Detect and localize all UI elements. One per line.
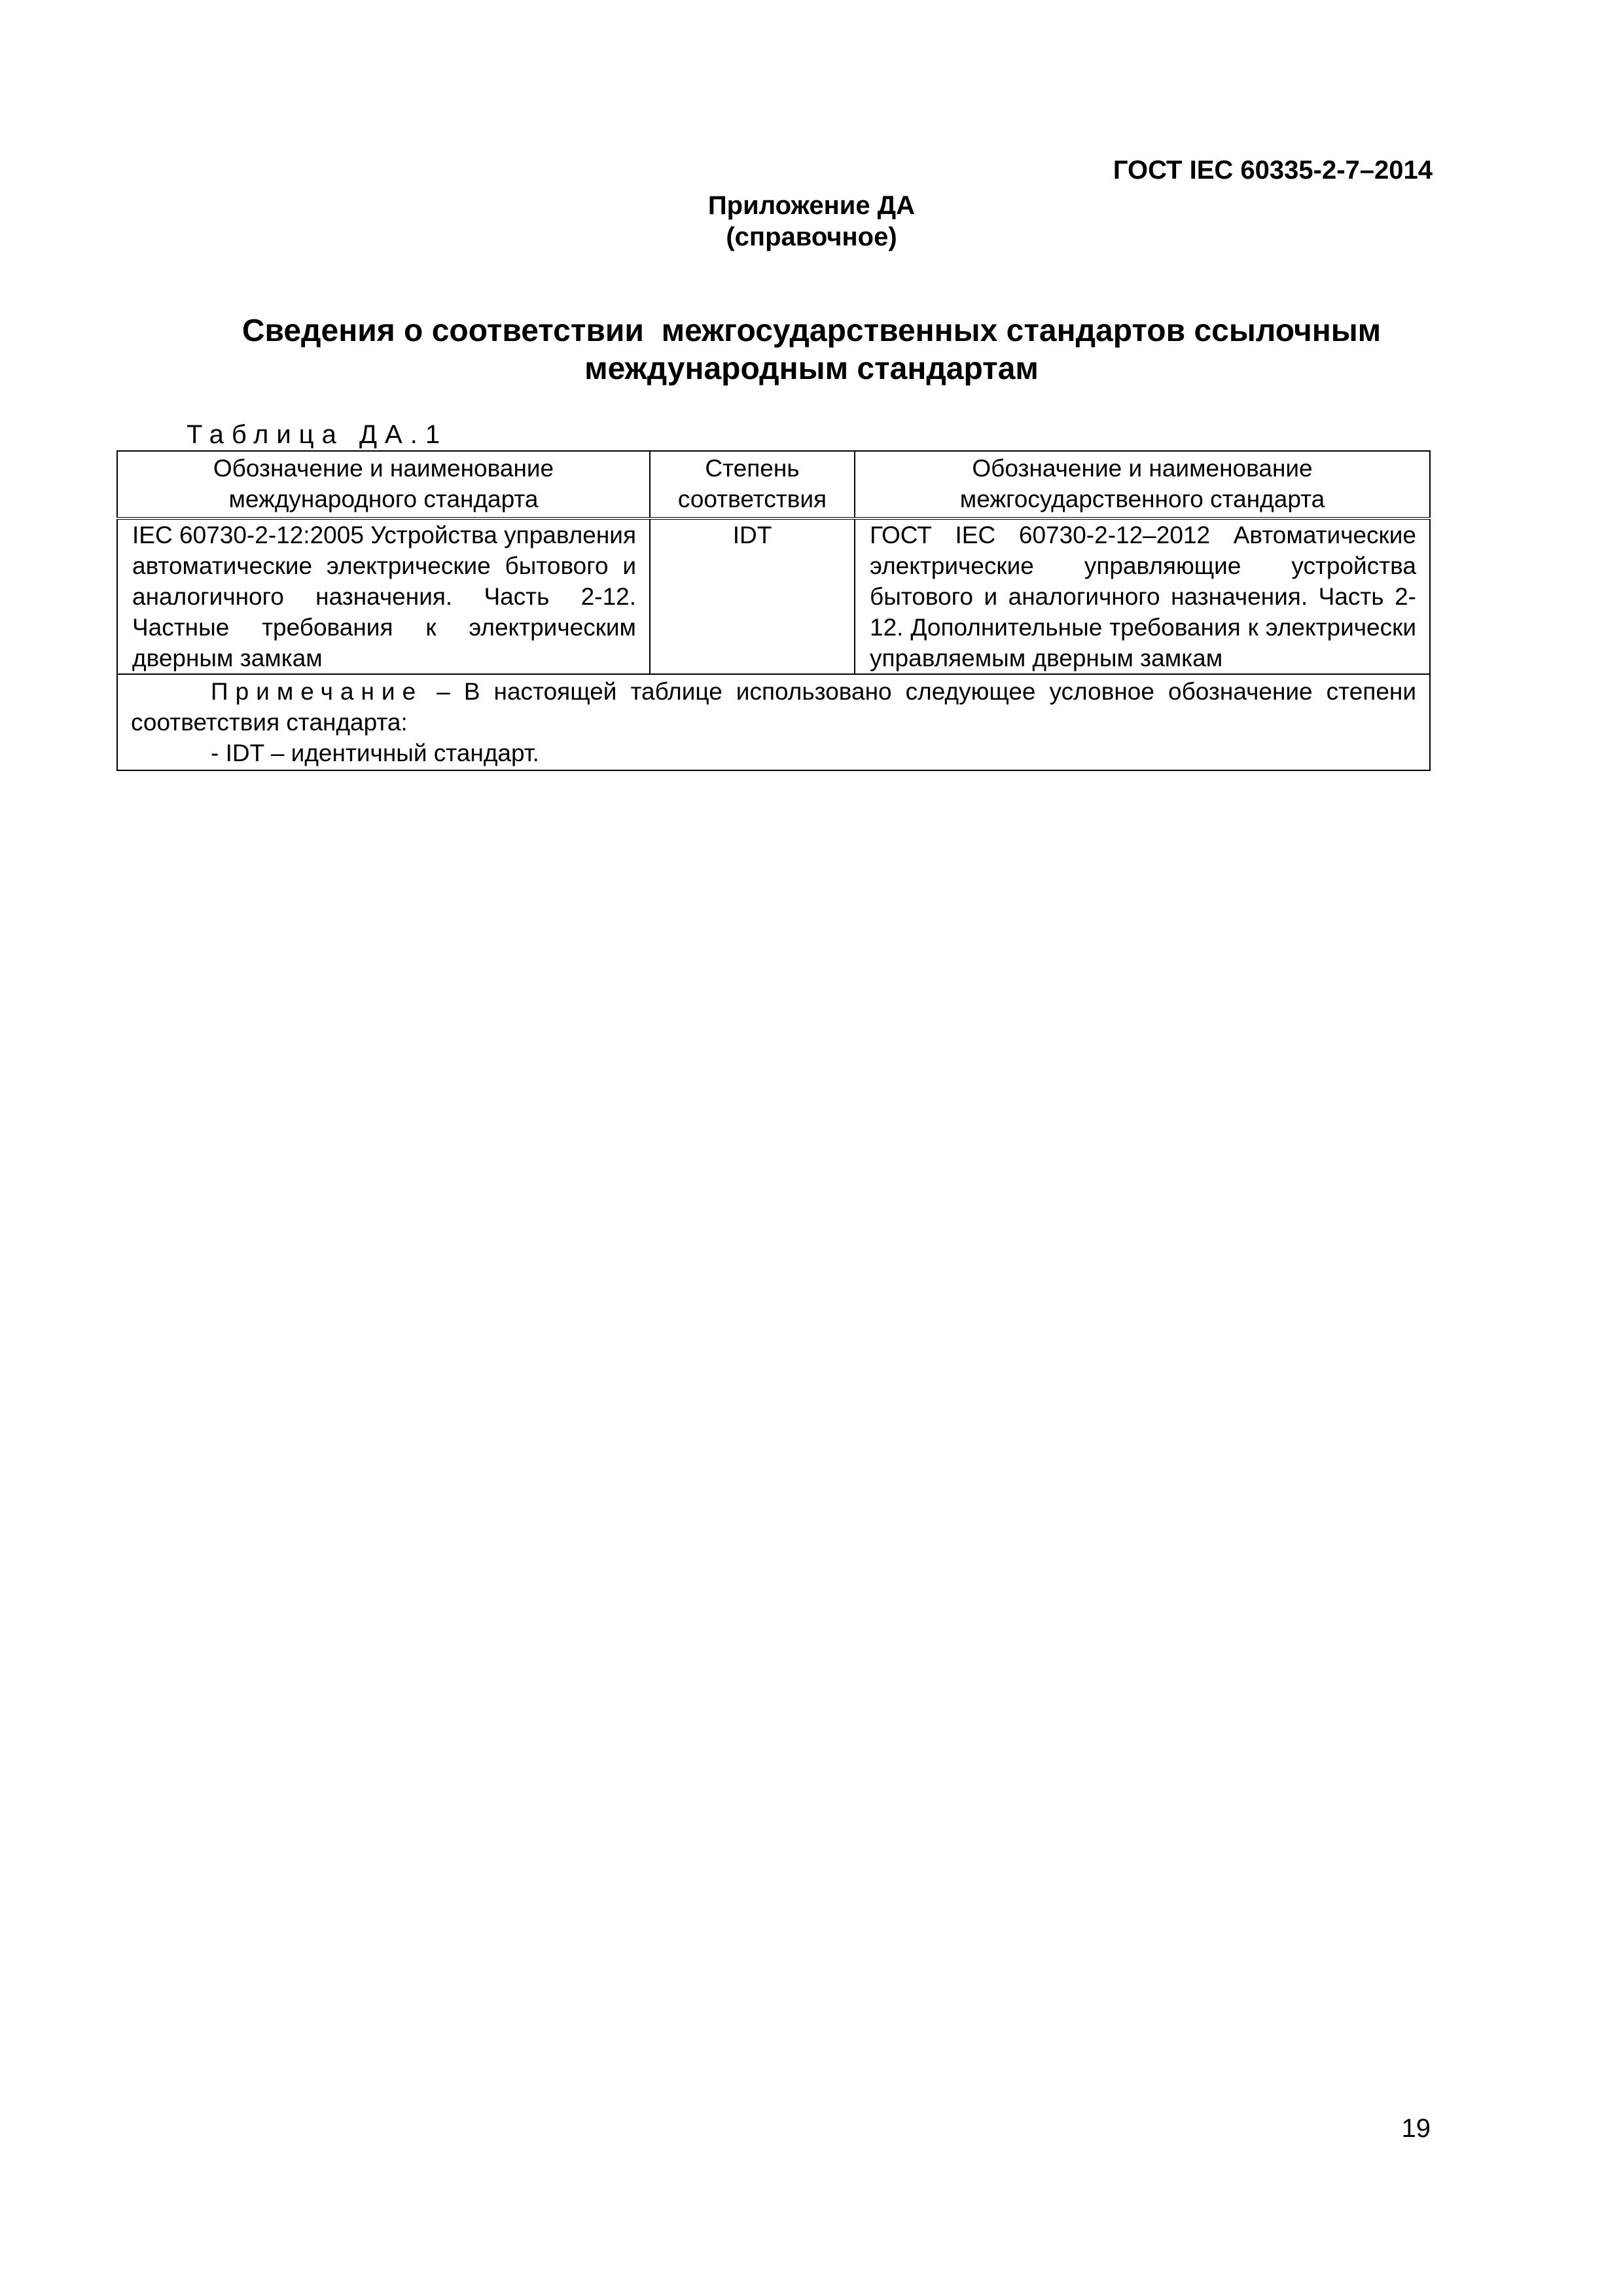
cell-international-standard: IEC 60730-2-12:2005 Устройства управления автоматические электрические бытового и аналогичного назначения. Часть 2-12. Частные требования к электрическим дверным замкам (117, 518, 650, 674)
standards-correspondence-table (116, 450, 1431, 771)
table-note (117, 674, 1430, 770)
table-row (117, 518, 1430, 674)
table-header-row (117, 451, 1430, 518)
note-text: – В настоящей таблице использовано следующее условное обозначение степени соответствия стандарта: (131, 678, 1416, 736)
header-international-standard: Обозначение и наименование международного стандарта (117, 451, 650, 518)
note-label: Примечание (211, 678, 423, 705)
appendix-subtitle: (справочное) (726, 223, 897, 251)
section-title-line-2: международным стандартам (584, 351, 1039, 386)
header-degree-of-correspondence: Степень соответствия (650, 451, 855, 518)
note-item: - IDT – идентичный стандарт. (211, 740, 539, 766)
document-code: ГОСТ IEC 60335-2-7–2014 (1113, 156, 1433, 185)
header-interstate-standard: Обозначение и наименование межгосударственного стандарта (855, 451, 1430, 518)
cell-degree: IDT (650, 518, 855, 674)
page-number: 19 (1401, 2114, 1431, 2143)
table-note-row (117, 674, 1430, 770)
appendix-title: Приложение ДА (707, 191, 916, 220)
appendix-heading (0, 190, 1623, 253)
section-title (0, 312, 1623, 388)
table-caption: Таблица ДА.1 (187, 420, 448, 449)
section-title-line-1: Сведения о соответствии межгосударственных стандартов ссылочным (241, 314, 1382, 348)
cell-interstate-standard: ГОСТ IEC 60730-2-12–2012 Автоматические электрические управляющие устройства бытового и аналогичного назначения. Часть 2-12. Дополнительные требования к электрически управляемым дверным замкам (855, 518, 1430, 674)
